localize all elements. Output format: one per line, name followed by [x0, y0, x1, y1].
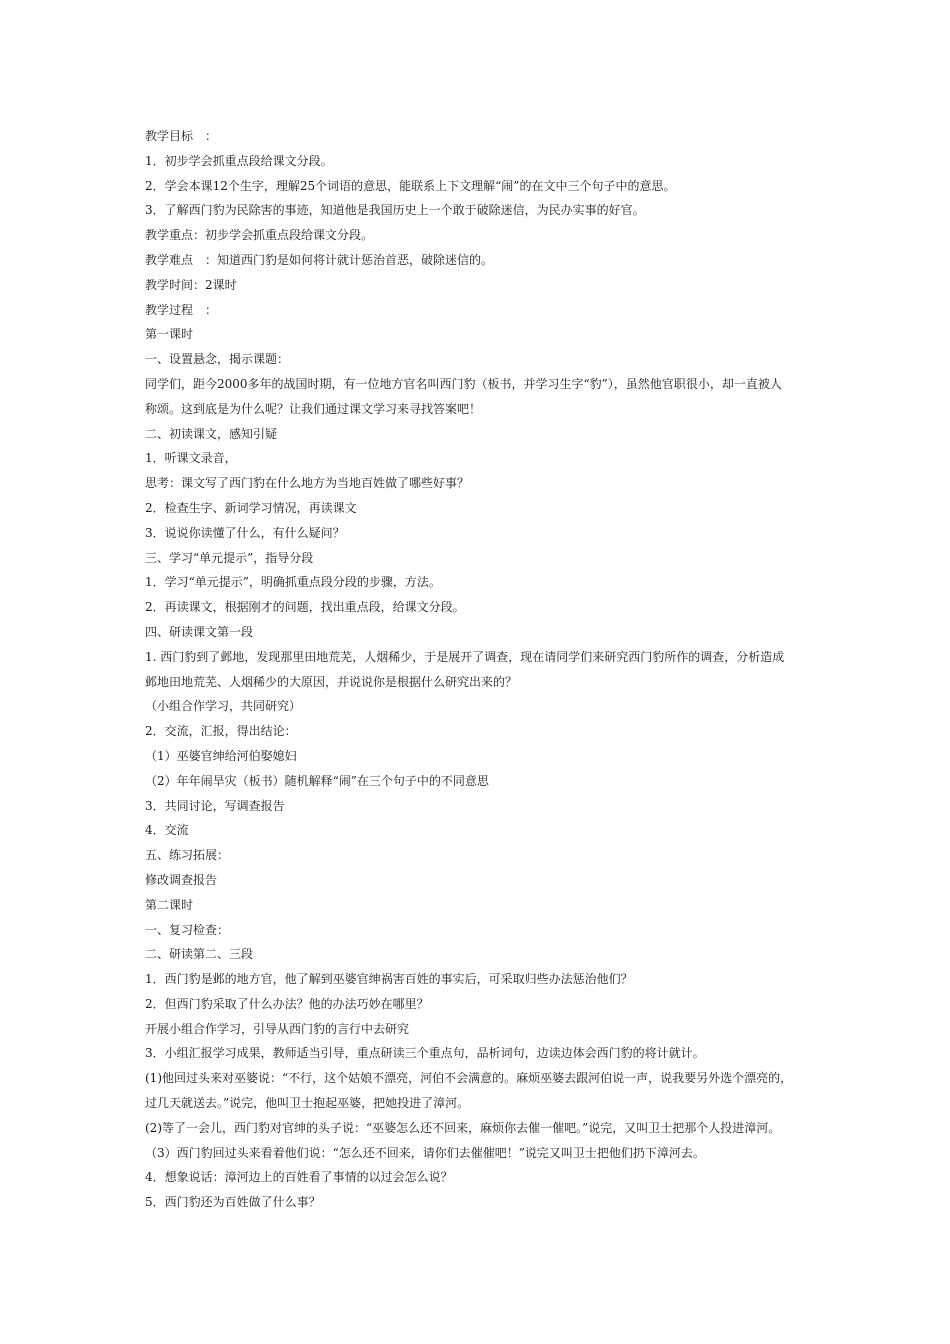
- text-line: 四、研读课文第一段: [145, 624, 254, 639]
- text-line: 开展小组合作学习，引导从西门豹的言行中去研究: [145, 1021, 410, 1036]
- document-page: [145, 124, 825, 1215]
- text-line: 教学难点 ：知道西门豹是如何将计就计惩治首恶，破除迷信的。: [145, 252, 494, 267]
- text-line: 邺地田地荒芜、人烟稀少的大原因，并说说你是根据什么研究出来的？: [145, 674, 518, 689]
- text-line: 称颂。这到底是为什么呢？让我们通过课文学习来寻找答案吧！: [145, 401, 482, 416]
- text-line: 3．小组汇报学习成果，教师适当引导，重点研读三个重点句，品析词句，边读边体会西门豹的将计就计。: [145, 1046, 705, 1061]
- text-line: 第二课时: [145, 897, 194, 912]
- text-line: 2．再读课文，根据刚才的问题，找出重点段，给课文分段。: [145, 600, 465, 615]
- text-line: 2．学会本课12个生字，理解25个词语的意思，能联系上下文理解“闹”的在文中三个句子中的意思。: [145, 178, 676, 193]
- text-line: 3．了解西门豹为民除害的事迹，知道他是我国历史上一个敢于破除迷信，为民办实事的好官。: [145, 203, 645, 218]
- text-line: 3．共同讨论，写调查报告: [145, 798, 285, 813]
- text-line: 三、学习“单元提示”，指导分段: [145, 550, 314, 565]
- text-line: 1．西门豹是邺的地方官，他了解到巫婆官绅祸害百姓的事实后，可采取归些办法惩治他们？: [145, 972, 633, 987]
- text-line: 5．西门豹还为百姓做了什么事？: [145, 1195, 321, 1210]
- text-line: 修改调查报告: [145, 872, 218, 887]
- text-line: 3．说说你读懂了什么，有什么疑问？: [145, 525, 345, 540]
- text-line: （小组合作学习，共同研究）: [145, 699, 302, 714]
- text-line: 2．但西门豹采取了什么办法？他的办法巧妙在哪里？: [145, 996, 429, 1011]
- text-line: 4．想象说话：漳河边上的百姓看了事情的以过会怎么说？: [145, 1170, 453, 1185]
- text-line: 教学时间：2课时: [145, 277, 237, 292]
- text-line: 教学重点：初步学会抓重点段给课文分段。: [145, 228, 374, 243]
- text-line: （1）巫婆官绅给河伯娶媳妇: [145, 748, 297, 763]
- text-line: 第一课时: [145, 327, 194, 342]
- text-line: 教学目标 ：: [145, 129, 218, 143]
- text-line: 二、初读课文，感知引疑: [145, 426, 278, 441]
- text-line: 一、设置悬念，揭示课题：: [145, 352, 290, 367]
- text-line: 五、练习拓展：: [145, 848, 230, 863]
- text-line: 2．交流，汇报，得出结论：: [145, 724, 297, 739]
- text-line: 一、复习检查：: [145, 922, 230, 937]
- text-line: 1. 西门豹到了邺地，发现那里田地荒芜，人烟稀少，于是展开了调查，现在请同学们来研究西门豹所作的调查，分析造成: [145, 649, 785, 664]
- text-line: 1．听课文录音，: [145, 451, 237, 466]
- text-line: 教学过程 ：: [145, 302, 218, 317]
- text-line: 1．初步学会抓重点段给课文分段。: [145, 153, 333, 168]
- text-line: 二、研读第二、三段: [145, 947, 254, 962]
- text-line: 过几天就送去。”说完，他叫卫士抱起巫婆，把她投进了漳河。: [145, 1096, 470, 1111]
- text-line: 2．检查生字、新词学习情况，再读课文: [145, 500, 357, 515]
- text-line: (2)等了一会儿，西门豹对官绅的头子说：“巫婆怎么还不回来，麻烦你去催一催吧。”说完，又叫卫士把那个人投进漳河。: [145, 1120, 781, 1135]
- text-line: 同学们，距今2000多年的战国时期，有一位地方官名叫西门豹（板书，并学习生字“豹”），虽然他官职很小，却一直被人: [145, 376, 782, 391]
- text-line: 思考：课文写了西门豹在什么地方为当地百姓做了哪些好事？: [145, 476, 470, 491]
- text-line: (1)他回过头来对巫婆说：“不行，这个姑娘不漂亮，河伯不会满意的。麻烦巫婆去跟河伯说一声，说我要另外选个漂亮的，: [145, 1071, 793, 1086]
- text-line: 1．学习“单元提示”，明确抓重点段分段的步骤，方法。: [145, 575, 441, 590]
- text-line: （3）西门豹回过头来看着他们说：“怎么还不回来，请你们去催催吧！”说完又叫卫士把他们扔下漳河去。: [145, 1145, 705, 1160]
- text-line: 4．交流: [145, 823, 189, 838]
- text-line: （2）年年闹旱灾（板书）随机解释“闹”在三个句子中的不同意思: [145, 773, 489, 788]
